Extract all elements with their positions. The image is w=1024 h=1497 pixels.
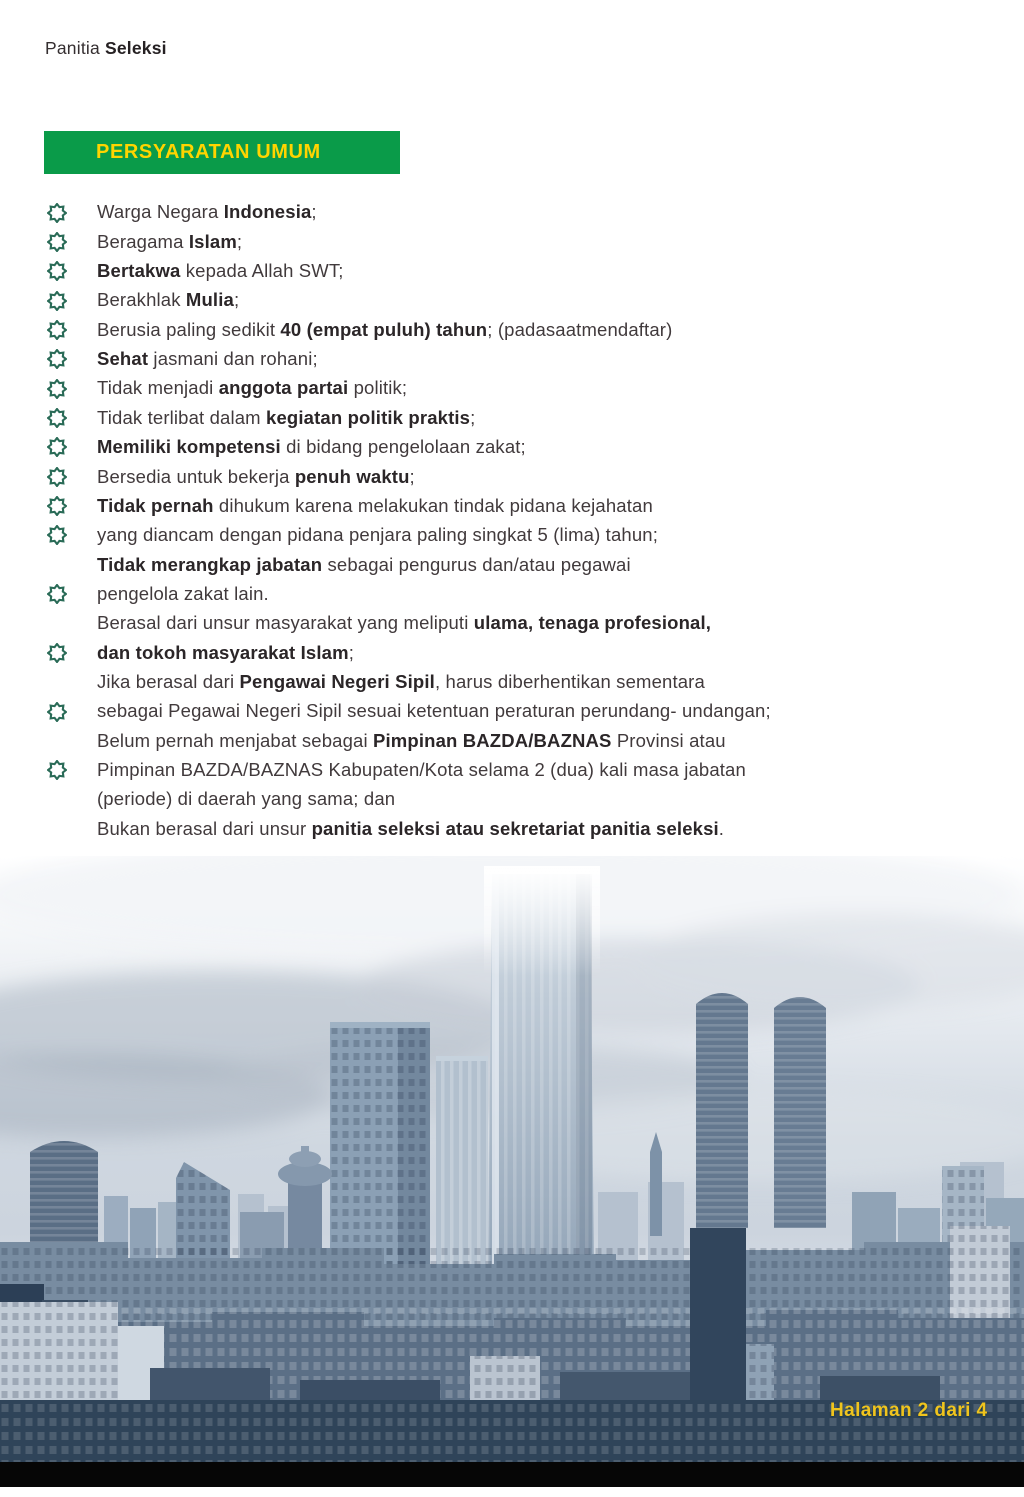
requirement-text: Tidak menjadi anggota partai politik; — [97, 377, 408, 399]
star-bullet-icon — [44, 467, 97, 487]
requirement-item — [44, 756, 1010, 785]
requirement-text: dan tokoh masyarakat Islam; — [97, 641, 354, 663]
star-bullet-icon — [44, 437, 97, 457]
star-bullet-icon — [44, 584, 97, 604]
requirement-text: Memiliki kompetensi di bidang pengelolaan zakat; — [97, 436, 526, 458]
requirement-item — [44, 257, 1010, 286]
requirement-item — [44, 550, 1010, 579]
requirement-text: pengelola zakat lain. — [97, 582, 269, 604]
requirement-item — [44, 433, 1010, 462]
star-bullet-icon — [44, 261, 97, 281]
requirement-item — [44, 374, 1010, 403]
requirement-text: Berusia paling sedikit 40 (empat puluh) tahun; (padasaatmendaftar) — [97, 318, 673, 340]
page-title — [45, 38, 167, 59]
requirement-text: Warga Negara Indonesia; — [97, 201, 317, 223]
star-bullet-icon — [44, 349, 97, 369]
section-banner — [44, 131, 400, 174]
requirement-text: sebagai Pegawai Negeri Sipil sesuai ketentuan peraturan perundang- undangan; — [97, 700, 771, 722]
requirement-text: Pimpinan BAZDA/BAZNAS Kabupaten/Kota selama 2 (dua) kali masa jabatan — [97, 758, 746, 780]
star-bullet-icon — [44, 643, 97, 663]
requirement-text: Tidak merangkap jabatan sebagai pengurus dan/atau pegawai — [97, 553, 631, 575]
requirement-text: yang diancam dengan pidana penjara paling singkat 5 (lima) tahun; — [97, 524, 659, 546]
requirement-text: (periode) di daerah yang sama; dan — [97, 788, 396, 810]
requirement-item — [44, 491, 1010, 520]
requirement-text: Bertakwa kepada Allah SWT; — [97, 260, 344, 282]
requirement-item — [44, 638, 1010, 667]
requirements-list — [44, 198, 1010, 844]
page-title-regular: Panitia — [45, 38, 105, 58]
requirement-item — [44, 286, 1010, 315]
star-bullet-icon — [44, 525, 97, 545]
requirement-item — [44, 785, 1010, 814]
cityscape-photo — [0, 856, 1024, 1462]
requirement-item — [44, 227, 1010, 256]
requirement-text: Berakhlak Mulia; — [97, 289, 240, 311]
requirement-text: Berasal dari unsur masyarakat yang meliputi ulama, tenaga profesional, — [97, 612, 712, 634]
requirement-item — [44, 668, 1010, 697]
star-bullet-icon — [44, 291, 97, 311]
requirement-text: Sehat jasmani dan rohani; — [97, 348, 318, 370]
page-number-label: Halaman 2 dari 4 — [830, 1400, 988, 1421]
cityscape-skyline-graphic — [0, 856, 1024, 1462]
star-bullet-icon — [44, 760, 97, 780]
requirement-item — [44, 462, 1010, 491]
requirement-text: Jika berasal dari Pengawai Negeri Sipil, harus diberhentikan sementara — [97, 670, 705, 692]
requirement-item — [44, 814, 1010, 843]
star-bullet-icon — [44, 379, 97, 399]
footer-black-bar — [0, 1462, 1024, 1487]
requirement-text: Tidak terlibat dalam kegiatan politik praktis; — [97, 406, 476, 428]
requirement-text: Bukan berasal dari unsur panitia seleksi atau sekretariat panitia seleksi. — [97, 817, 725, 839]
requirement-text: Tidak pernah dihukum karena melakukan tindak pidana kejahatan — [97, 494, 653, 516]
star-bullet-icon — [44, 232, 97, 252]
requirement-item — [44, 315, 1010, 344]
requirement-item — [44, 726, 1010, 755]
star-bullet-icon — [44, 702, 97, 722]
requirement-item — [44, 345, 1010, 374]
star-bullet-icon — [44, 320, 97, 340]
requirement-item — [44, 403, 1010, 432]
requirement-text: Beragama Islam; — [97, 230, 243, 252]
requirement-text: Bersedia untuk bekerja penuh waktu; — [97, 465, 415, 487]
page-title-bold: Seleksi — [104, 38, 167, 58]
requirement-item — [44, 521, 1010, 550]
star-bullet-icon — [44, 496, 97, 516]
star-bullet-icon — [44, 408, 97, 428]
star-bullet-icon — [44, 203, 97, 223]
section-banner-label: PERSYARATAN UMUM — [96, 141, 321, 163]
requirement-item — [44, 697, 1010, 726]
requirement-item — [44, 198, 1010, 227]
requirement-text: Belum pernah menjabat sebagai Pimpinan BAZDA/BAZNAS Provinsi atau — [97, 729, 726, 751]
requirement-item — [44, 609, 1010, 638]
requirement-item — [44, 579, 1010, 608]
